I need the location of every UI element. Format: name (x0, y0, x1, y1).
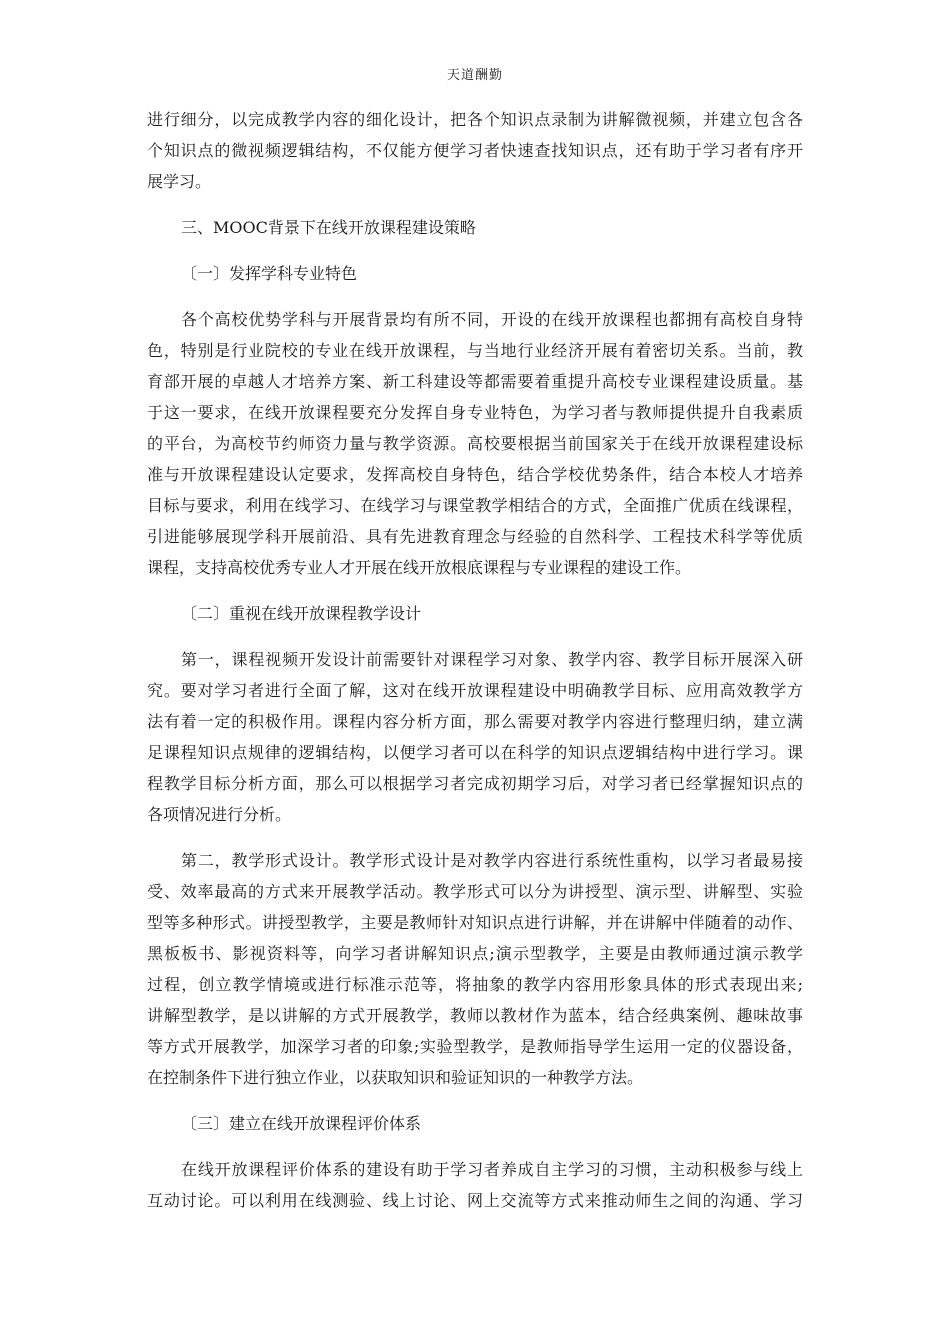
subsection-heading: 〔二〕重视在线开放课程教学设计 (181, 604, 422, 623)
text-line: 法有着一定的积极作用。课程内容分析方面，那么需要对教学内容进行整理归纳，建立满 (147, 712, 803, 731)
subsection-heading: 〔一〕发挥学科专业特色 (181, 264, 358, 283)
text-line: 究。要对学习者进行全面了解，这对在线开放课程建设中明确教学目标、应用高效教学方 (147, 681, 803, 700)
text-line: 在线开放课程评价体系的建设有助于学习者养成自主学习的习惯，主动积极参与线上 (181, 1160, 803, 1179)
page-header: 天道酬勤 (446, 68, 503, 83)
text-line: 足课程知识点规律的逻辑结构，以便学习者可以在科学的知识点逻辑结构中进行学习。课 (147, 743, 803, 762)
text-line: 引进能够展现学科开展前沿、具有先进教育理念与经验的自然科学、工程技术科学等优质 (147, 527, 803, 546)
text-line: 各项情况进行分析。 (147, 805, 292, 824)
text-line: 于这一要求，在线开放课程要充分发挥自身专业特色，为学习者与教师提供提升自我素质 (147, 403, 803, 422)
text-line: 第二，教学形式设计。教学形式设计是对教学内容进行系统性重构，以学习者最易接 (181, 851, 803, 870)
text-line: 的平台，为高校节约师资力量与教学资源。高校要根据当前国家关于在线开放课程建设标 (147, 434, 803, 453)
text-line: 黑板板书、影视资料等，向学习者讲解知识点;演示型教学，主要是由教师通过演示教学 (147, 944, 803, 963)
text-line: 等方式开展教学，加深学习者的印象;实验型教学，是教师指导学生运用一定的仪器设备， (147, 1037, 803, 1056)
text-line: 育部开展的卓越人才培养方案、新工科建设等都需要着重提升高校专业课程建设质量。基 (147, 372, 803, 391)
text-line: 目标与要求，利用在线学习、在线学习与课堂教学相结合的方式，全面推广优质在线课程， (147, 496, 803, 515)
text-line: 各个高校优势学科与开展背景均有所不同，开设的在线开放课程也都拥有高校自身特 (181, 310, 803, 329)
text-line: 过程，创立教学情境或进行标准示范等，将抽象的教学内容用形象具体的形式表现出来; (147, 975, 803, 994)
text-line: 个知识点的微视频逻辑结构，不仅能方便学习者快速查找知识点，还有助于学习者有序开 (147, 141, 803, 160)
text-line: 进行细分，以完成教学内容的细化设计，把各个知识点录制为讲解微视频，并建立包含各 (147, 110, 803, 129)
document-body (147, 110, 803, 1222)
text-line: 受、效率最高的方式来开展教学活动。教学形式可以分为讲授型、演示型、讲解型、实验 (147, 882, 803, 901)
text-line: 第一，课程视频开发设计前需要针对课程学习对象、教学内容、教学目标开展深入研 (181, 650, 803, 669)
section-heading: 三、MOOC背景下在线开放课程建设策略 (181, 218, 476, 237)
text-line: 在控制条件下进行独立作业，以获取知识和验证知识的一种教学方法。 (147, 1068, 644, 1087)
text-line: 准与开放课程建设认定要求，发挥高校自身特色，结合学校优势条件，结合本校人才培养 (147, 465, 803, 484)
text-line: 讲解型教学，是以讲解的方式开展教学，教师以教材作为蓝本，结合经典案例、趣味故事 (147, 1006, 803, 1025)
text-line: 色，特别是行业院校的专业在线开放课程，与当地行业经济开展有着密切关系。当前，教 (147, 341, 803, 360)
text-line: 展学习。 (147, 172, 212, 191)
subsection-heading: 〔三〕建立在线开放课程评价体系 (181, 1114, 422, 1133)
text-line: 程教学目标分析方面，那么可以根据学习者完成初期学习后，对学习者已经掌握知识点的 (147, 774, 803, 793)
text-line: 型等多种形式。讲授型教学，主要是教师针对知识点进行讲解，并在讲解中伴随着的动作、 (147, 913, 803, 932)
text-line: 互动讨论。可以利用在线测验、线上讨论、网上交流等方式来推动师生之间的沟通、学习 (147, 1191, 803, 1210)
text-line: 课程，支持高校优秀专业人才开展在线开放根底课程与专业课程的建设工作。 (147, 558, 692, 577)
